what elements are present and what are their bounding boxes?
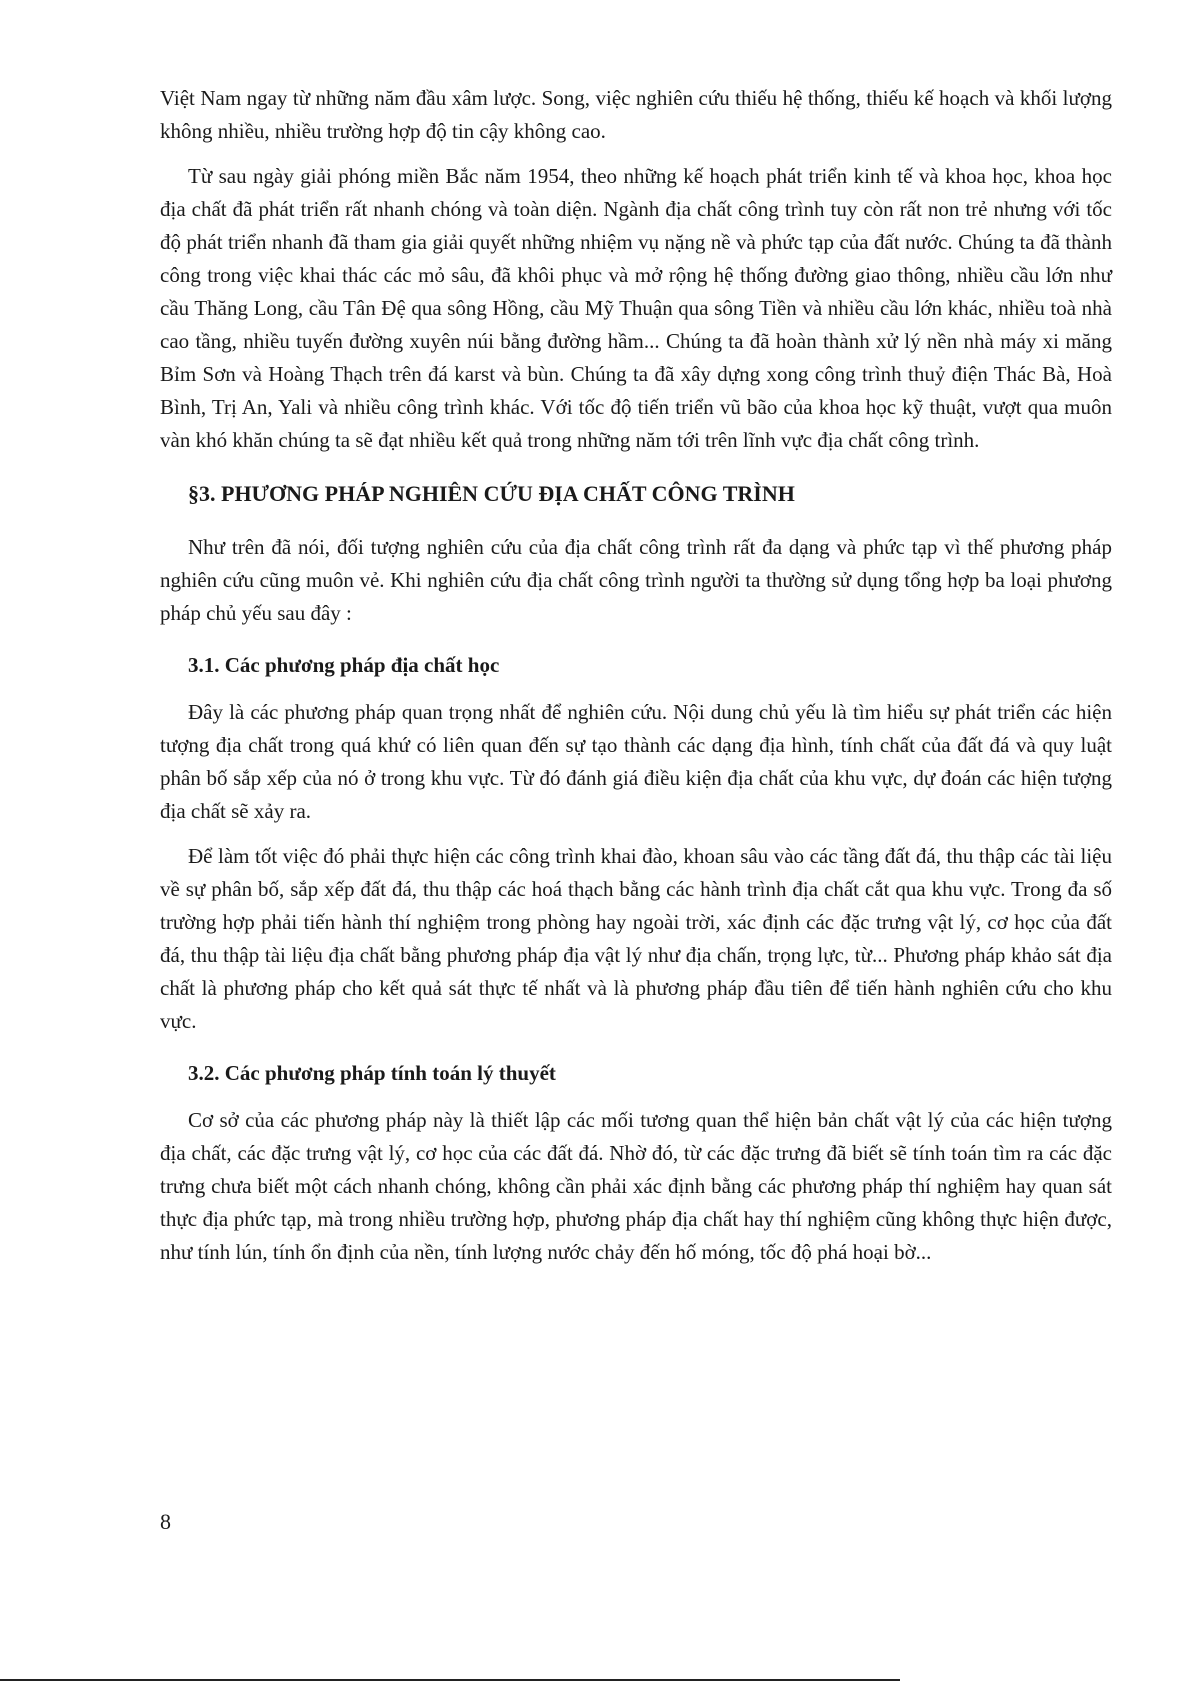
paragraph: Cơ sở của các phương pháp này là thiết lập các mối tương quan thể hiện bản chất vật lý của các hiện tượng địa chất, các đặc trưng vật lý, cơ học của các đất đá. Nhờ đó, từ các đặc trưng đã biết sẽ tính toán tìm ra các đặc trưng chưa biết một cách nhanh chóng, không cần phải xác định bằng các phương pháp thí nghiệm hay quan sát thực địa phức tạp, mà trong nhiều trường hợp, phương pháp địa chất hay thí nghiệm cũng không thực hiện được, như tính lún, tính ổn định của nền, tính lượng nước chảy đến hố móng, tốc độ phá hoại bờ... (160, 1108, 1112, 1264)
section-heading: §3. PHƯƠNG PHÁP NGHIÊN CỨU ĐỊA CHẤT CÔNG TRÌNH (188, 481, 795, 506)
page-number: 8 (160, 1509, 171, 1534)
paragraph: Như trên đã nói, đối tượng nghiên cứu của địa chất công trình rất đa dạng và phức tạp vì thế phương pháp nghiên cứu cũng muôn vẻ. Khi nghiên cứu địa chất công trình người ta thường sử dụng tổng hợp ba loại phương pháp chủ yếu sau đây : (160, 535, 1112, 625)
page-content (160, 82, 1112, 1281)
bottom-rule (0, 1679, 900, 1681)
subsection-heading-3-1: 3.1. Các phương pháp địa chất học (188, 653, 500, 677)
paragraph: Để làm tốt việc đó phải thực hiện các công trình khai đào, khoan sâu vào các tầng đất đá, thu thập các tài liệu về sự phân bố, sắp xếp đất đá, thu thập các hoá thạch bằng các hành trình địa chất cắt qua khu vực. Trong đa số trường hợp phải tiến hành thí nghiệm trong phòng hay ngoài trời, xác định các đặc trưng vật lý, cơ học của đất đá, thu thập tài liệu địa chất bằng phương pháp địa vật lý như địa chấn, trọng lực, từ... Phương pháp khảo sát địa chất là phương pháp cho kết quả sát thực tế nhất và là phương pháp đầu tiên để tiến hành nghiên cứu cho khu vực. (160, 844, 1112, 1033)
paragraph: Việt Nam ngay từ những năm đầu xâm lược. Song, việc nghiên cứu thiếu hệ thống, thiếu kế hoạch và khối lượng không nhiều, nhiều trường hợp độ tin cậy không cao. (160, 86, 1112, 143)
subsection-heading-3-2: 3.2. Các phương pháp tính toán lý thuyết (188, 1061, 556, 1085)
paragraph: Từ sau ngày giải phóng miền Bắc năm 1954, theo những kế hoạch phát triển kinh tế và khoa học, khoa học địa chất đã phát triển rất nhanh chóng và toàn diện. Ngành địa chất công trình tuy còn rất non trẻ nhưng với tốc độ phát triển nhanh đã tham gia giải quyết những nhiệm vụ nặng nề và phức tạp của đất nước. Chúng ta đã thành công trong việc khai thác các mỏ sâu, đã khôi phục và mở rộng hệ thống đường giao thông, nhiều cầu lớn như cầu Thăng Long, cầu Tân Đệ qua sông Hồng, cầu Mỹ Thuận qua sông Tiền và nhiều cầu lớn khác, nhiều toà nhà cao tầng, nhiều tuyến đường xuyên núi bằng đường hầm... Chúng ta đã hoàn thành xử lý nền nhà máy xi măng Bỉm Sơn và Hoàng Thạch trên đá karst và bùn. Chúng ta đã xây dựng xong công trình thuỷ điện Thác Bà, Hoà Bình, Trị An, Yali và nhiều công trình khác. Với tốc độ tiến triển vũ bão của khoa học kỹ thuật, vượt qua muôn vàn khó khăn chúng ta sẽ đạt nhiều kết quả trong những năm tới trên lĩnh vực địa chất công trình. (160, 164, 1112, 452)
paragraph: Đây là các phương pháp quan trọng nhất để nghiên cứu. Nội dung chủ yếu là tìm hiểu sự phát triển các hiện tượng địa chất trong quá khứ có liên quan đến sự tạo thành các dạng địa hình, tính chất của đất đá và quy luật phân bố sắp xếp của nó ở trong khu vực. Từ đó đánh giá điều kiện địa chất của khu vực, dự đoán các hiện tượng địa chất sẽ xảy ra. (160, 700, 1112, 823)
